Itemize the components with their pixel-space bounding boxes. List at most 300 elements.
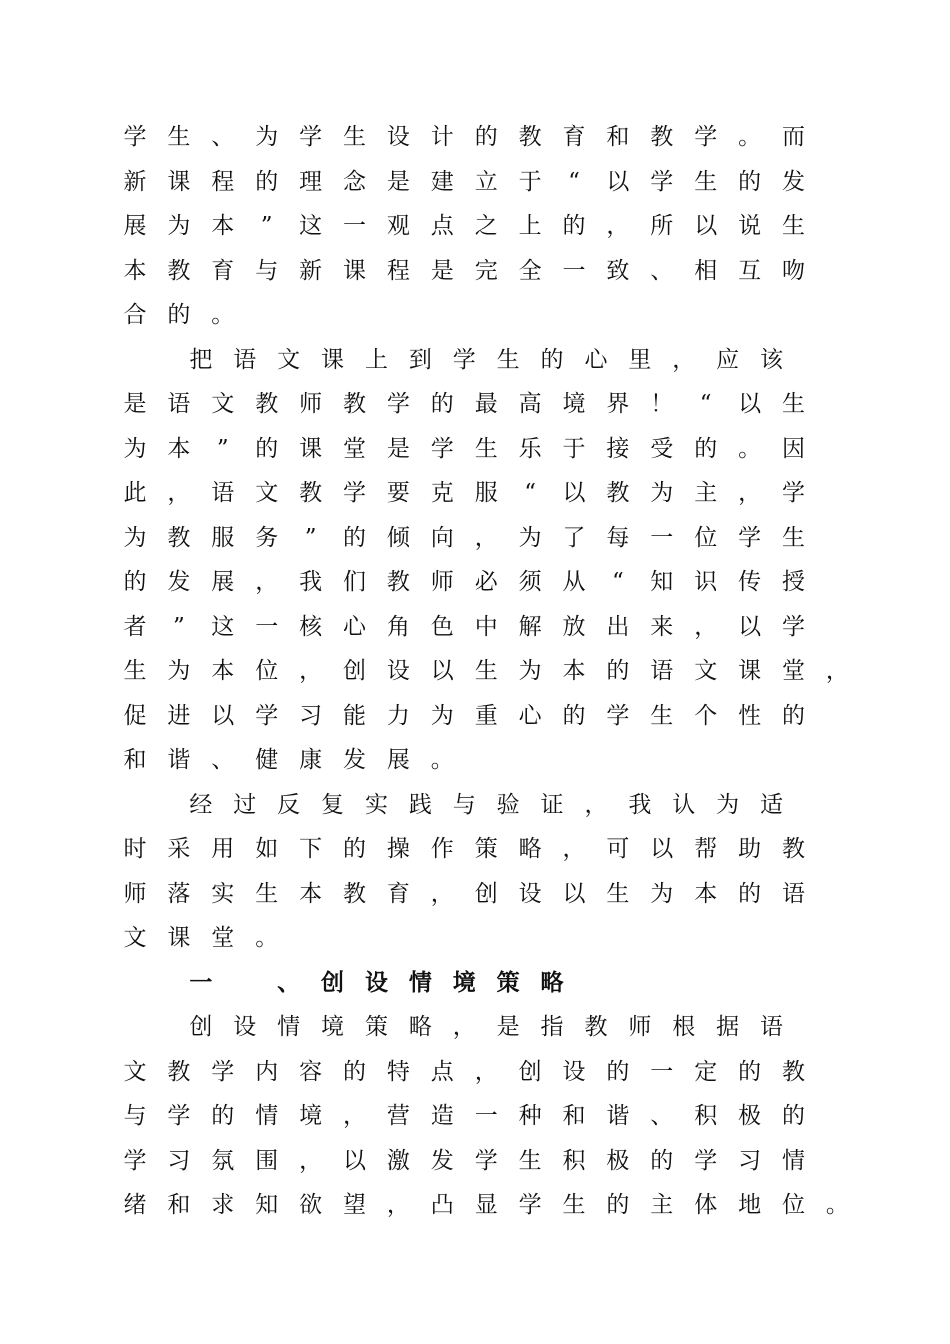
glyph: 生	[474, 658, 498, 684]
glyph: 师	[430, 569, 454, 595]
glyph: 以	[562, 480, 586, 506]
glyph: 上	[364, 346, 388, 373]
glyph: ，	[562, 836, 586, 862]
glyph: 为	[650, 880, 674, 907]
glyph: 情	[408, 968, 432, 996]
glyph: 计	[430, 124, 454, 150]
glyph: 生	[562, 1192, 586, 1218]
glyph: 而	[782, 124, 805, 150]
glyph: 语	[782, 880, 805, 907]
text-line	[0, 694, 950, 738]
glyph: 致	[606, 257, 630, 284]
glyph: 设	[364, 968, 388, 996]
glyph: 界	[606, 391, 630, 417]
glyph: 、	[650, 257, 674, 284]
glyph: 本	[211, 658, 235, 684]
glyph: 的	[650, 1147, 674, 1174]
glyph: 语	[650, 658, 674, 684]
glyph: 生	[343, 124, 366, 150]
glyph: “	[612, 569, 624, 595]
glyph: 展	[386, 747, 410, 773]
glyph: 极	[606, 1147, 630, 1174]
glyph: 为	[167, 658, 191, 684]
text-line	[0, 649, 950, 693]
glyph: 的	[606, 1058, 630, 1085]
glyph: 营	[386, 1103, 410, 1129]
glyph: 课	[167, 168, 191, 195]
glyph: 生	[650, 702, 674, 729]
glyph: 的	[167, 302, 191, 328]
glyph: 激	[386, 1147, 410, 1174]
glyph: 进	[167, 702, 191, 729]
glyph: 全	[518, 257, 542, 284]
glyph: 习	[167, 1147, 191, 1174]
glyph: 。	[738, 124, 762, 150]
glyph: 凸	[430, 1192, 454, 1218]
glyph: 认	[672, 791, 696, 818]
glyph: 以	[694, 213, 718, 239]
glyph: 学	[782, 613, 805, 640]
glyph: 的	[738, 168, 762, 195]
glyph: 指	[540, 1014, 564, 1040]
glyph: 教	[255, 391, 279, 417]
glyph: 教	[606, 480, 630, 506]
glyph: 创	[518, 1058, 542, 1085]
glyph: 反	[277, 791, 301, 818]
glyph: 。	[738, 435, 762, 462]
glyph: 情	[277, 1014, 301, 1040]
glyph: 学	[474, 1147, 498, 1174]
glyph: 学	[343, 480, 366, 506]
glyph: 为	[518, 524, 542, 551]
glyph: 本	[167, 435, 191, 462]
glyph: 的	[782, 702, 805, 729]
glyph: 我	[299, 569, 323, 595]
glyph: 设	[386, 124, 410, 150]
glyph: ，	[343, 1103, 366, 1129]
glyph: 发	[782, 168, 805, 195]
glyph: 欲	[299, 1192, 323, 1218]
glyph: 该	[760, 346, 784, 373]
glyph: 是	[386, 168, 410, 195]
glyph: 是	[430, 257, 454, 284]
glyph: 学	[650, 168, 674, 195]
glyph: 于	[518, 168, 542, 195]
glyph: 据	[716, 1014, 740, 1040]
glyph: 此	[123, 480, 147, 506]
glyph: 与	[452, 791, 476, 818]
glyph: 境	[321, 1014, 345, 1040]
glyph: 出	[606, 613, 630, 640]
glyph: 的	[343, 1058, 366, 1085]
glyph: 堂	[343, 435, 366, 462]
glyph: 教	[518, 124, 542, 150]
glyph: 点	[430, 1058, 454, 1085]
glyph: 中	[474, 613, 498, 640]
glyph: 生	[496, 346, 520, 373]
glyph: 文	[255, 480, 279, 506]
glyph: 放	[562, 613, 586, 640]
text-line	[0, 293, 950, 337]
glyph: 学	[738, 524, 762, 551]
glyph: 定	[694, 1058, 718, 1085]
glyph: 生	[255, 880, 279, 907]
text-line	[0, 115, 950, 159]
glyph: 这	[211, 613, 235, 640]
glyph: 的	[255, 168, 279, 195]
glyph: 健	[255, 747, 279, 773]
glyph: 程	[386, 257, 410, 284]
glyph: 地	[738, 1192, 762, 1218]
glyph: 教	[343, 880, 366, 907]
glyph: 是	[496, 1014, 520, 1040]
glyph: ，	[299, 1147, 323, 1174]
glyph: “	[568, 168, 580, 195]
glyph: 文	[694, 658, 718, 684]
glyph: 的	[782, 1103, 805, 1129]
glyph: 下	[299, 836, 323, 862]
glyph: ，	[738, 480, 762, 506]
glyph: 一	[474, 1103, 498, 1129]
glyph: 高	[518, 391, 542, 417]
glyph: 学	[694, 1147, 718, 1174]
glyph: ，	[474, 1058, 498, 1085]
glyph: 学	[386, 391, 410, 417]
glyph: 生	[782, 524, 805, 551]
glyph: 堂	[211, 925, 235, 951]
glyph: 与	[123, 1103, 147, 1129]
glyph: 显	[474, 1192, 498, 1218]
glyph: 积	[694, 1103, 718, 1129]
glyph: 内	[255, 1058, 279, 1085]
glyph: 和	[167, 1192, 191, 1218]
glyph: 的	[562, 213, 586, 239]
glyph: 文	[123, 925, 147, 951]
glyph: 习	[738, 1147, 762, 1174]
glyph: 吻	[782, 257, 805, 284]
glyph: ，	[430, 880, 454, 907]
glyph: 本	[123, 257, 147, 284]
glyph: 服	[211, 524, 235, 551]
glyph: 教	[650, 124, 674, 150]
glyph: 知	[255, 1192, 279, 1218]
glyph: 。	[825, 1192, 849, 1218]
glyph: 时	[123, 836, 147, 862]
glyph: 创	[321, 968, 345, 996]
glyph: 采	[167, 836, 191, 862]
glyph: 略	[408, 1014, 432, 1040]
glyph	[223, 961, 267, 1005]
glyph: 实	[364, 791, 388, 818]
glyph: 教	[386, 569, 410, 595]
glyph: ”	[173, 613, 185, 640]
glyph: 一	[650, 1058, 674, 1085]
glyph: 学	[782, 480, 805, 506]
glyph: 生	[167, 124, 191, 150]
glyph: 习	[299, 702, 323, 729]
glyph: 生	[782, 213, 805, 239]
glyph: 应	[716, 346, 740, 373]
glyph: 发	[430, 1147, 454, 1174]
glyph: 把	[189, 346, 213, 373]
glyph: 践	[408, 791, 432, 818]
glyph: 帮	[694, 836, 718, 862]
glyph: 谐	[167, 747, 191, 773]
glyph: 来	[650, 613, 674, 640]
glyph: 克	[430, 480, 454, 506]
text-line	[0, 516, 950, 560]
glyph: 经	[189, 791, 213, 818]
glyph: 境	[299, 1103, 323, 1129]
glyph: 育	[211, 257, 235, 284]
glyph: 受	[650, 435, 674, 462]
glyph: 学	[167, 1103, 191, 1129]
glyph: 。	[255, 925, 279, 951]
glyph: 围	[255, 1147, 279, 1174]
glyph: 学	[518, 1192, 542, 1218]
glyph: 从	[562, 569, 586, 595]
glyph: 学	[694, 124, 718, 150]
text-line	[0, 382, 950, 426]
glyph: 堂	[782, 658, 805, 684]
glyph: 根	[672, 1014, 696, 1040]
glyph: 课	[299, 435, 323, 462]
glyph: 要	[386, 480, 410, 506]
glyph: 位	[255, 658, 279, 684]
glyph: 的	[694, 435, 718, 462]
glyph: ，	[584, 791, 608, 818]
glyph: 展	[211, 569, 235, 595]
glyph: 语	[167, 391, 191, 417]
glyph: 完	[474, 257, 498, 284]
text-line	[0, 916, 950, 960]
glyph: 育	[386, 880, 410, 907]
glyph: 的	[123, 569, 147, 595]
glyph: 展	[123, 213, 147, 239]
text-line	[0, 1139, 950, 1183]
glyph: 位	[782, 1192, 805, 1218]
glyph: 乐	[518, 435, 542, 462]
glyph: 过	[233, 791, 257, 818]
text-line	[0, 1050, 950, 1094]
glyph: 的	[540, 346, 564, 373]
text-line	[0, 160, 950, 204]
glyph: 个	[694, 702, 718, 729]
glyph: 以	[343, 1147, 366, 1174]
glyph: 者	[123, 613, 147, 640]
glyph: 本	[562, 658, 586, 684]
glyph: 于	[562, 435, 586, 462]
glyph: 向	[430, 524, 454, 551]
glyph: 服	[474, 480, 498, 506]
glyph: 求	[211, 1192, 235, 1218]
glyph: 课	[343, 257, 366, 284]
glyph: 一	[562, 257, 586, 284]
glyph: 为	[167, 213, 191, 239]
glyph: 学	[255, 702, 279, 729]
glyph: 授	[782, 569, 805, 595]
glyph: 造	[430, 1103, 454, 1129]
glyph: 的	[211, 1103, 235, 1129]
glyph: 为	[518, 658, 542, 684]
glyph: 学	[123, 1147, 147, 1174]
glyph: 课	[321, 346, 345, 373]
glyph: 须	[518, 569, 542, 595]
glyph: 作	[430, 836, 454, 862]
glyph: 如	[255, 836, 279, 862]
glyph: 特	[386, 1058, 410, 1085]
glyph: 心	[343, 613, 366, 640]
glyph: 。	[211, 302, 235, 328]
glyph: 和	[123, 747, 147, 773]
glyph: ，	[474, 524, 498, 551]
glyph: 创	[189, 1014, 213, 1040]
glyph: 位	[694, 524, 718, 551]
glyph: 积	[562, 1147, 586, 1174]
glyph: 观	[386, 213, 410, 239]
glyph: 操	[386, 836, 410, 862]
glyph: 设	[233, 1014, 257, 1040]
glyph: 适	[760, 791, 784, 818]
glyph: 一	[189, 968, 213, 996]
glyph: 为	[716, 791, 740, 818]
glyph: ”	[304, 524, 317, 551]
glyph: 师	[299, 391, 323, 417]
glyph: 教	[167, 1058, 191, 1085]
glyph: 以	[606, 168, 630, 195]
glyph: 落	[167, 880, 191, 907]
glyph: 理	[299, 168, 323, 195]
glyph: 容	[299, 1058, 323, 1085]
glyph: “	[699, 391, 712, 417]
glyph: 色	[430, 613, 454, 640]
glyph: 教	[167, 524, 191, 551]
glyph: 的	[474, 124, 498, 150]
glyph: 教	[167, 257, 191, 284]
glyph: 情	[782, 1147, 805, 1174]
glyph: 学	[430, 435, 454, 462]
glyph: 最	[474, 391, 498, 417]
glyph: 和	[562, 1103, 586, 1129]
glyph: ，	[672, 346, 696, 373]
glyph: ！	[650, 391, 674, 417]
glyph: 的	[430, 391, 454, 417]
glyph: 极	[738, 1103, 762, 1129]
glyph: 复	[321, 791, 345, 818]
glyph: 助	[738, 836, 762, 862]
glyph: 教	[343, 391, 366, 417]
glyph: 为	[123, 524, 147, 551]
glyph: 以	[738, 613, 762, 640]
glyph: 生	[518, 1147, 542, 1174]
glyph: 课	[738, 658, 762, 684]
glyph: 氛	[211, 1147, 235, 1174]
text-line	[0, 1183, 950, 1227]
glyph: 相	[694, 257, 718, 284]
glyph: 之	[474, 213, 498, 239]
glyph: 的	[738, 880, 762, 907]
glyph: 的	[343, 836, 366, 862]
text-line	[0, 1094, 950, 1138]
glyph: 略	[540, 968, 564, 996]
text-line	[0, 738, 950, 782]
glyph: 师	[123, 880, 147, 907]
glyph: 策	[496, 968, 520, 996]
glyph: 情	[255, 1103, 279, 1129]
glyph: 是	[386, 435, 410, 462]
section-heading	[0, 961, 950, 1005]
glyph: 说	[738, 213, 762, 239]
glyph: ，	[694, 613, 718, 640]
glyph: 创	[343, 658, 366, 684]
glyph: 立	[474, 168, 498, 195]
text-line	[0, 872, 950, 916]
glyph: 心	[518, 702, 542, 729]
glyph: 用	[211, 836, 235, 862]
glyph: 促	[123, 702, 147, 729]
glyph: 。	[430, 747, 454, 773]
glyph: 程	[211, 168, 235, 195]
glyph: 学	[123, 124, 147, 150]
glyph: ，	[452, 1014, 476, 1040]
glyph: 谐	[606, 1103, 630, 1129]
text-line	[0, 605, 950, 649]
glyph: 互	[738, 257, 762, 284]
glyph: 一	[255, 613, 279, 640]
glyph: 体	[694, 1192, 718, 1218]
glyph: 验	[496, 791, 520, 818]
glyph: 的	[343, 524, 366, 551]
text-line	[0, 204, 950, 248]
glyph: 育	[562, 124, 586, 150]
glyph: 新	[123, 168, 147, 195]
text-line	[0, 338, 950, 382]
glyph: 设	[386, 658, 410, 684]
glyph: 为	[430, 702, 454, 729]
glyph: 绪	[123, 1192, 147, 1218]
glyph: 学	[606, 702, 630, 729]
glyph: 、	[650, 1103, 674, 1129]
glyph: 教	[782, 836, 805, 862]
glyph: 解	[518, 613, 542, 640]
glyph: 生	[123, 658, 147, 684]
glyph: 生	[694, 168, 718, 195]
glyph: 识	[694, 569, 718, 595]
glyph: 每	[606, 524, 630, 551]
glyph: 语	[211, 480, 235, 506]
glyph: 、	[277, 968, 301, 996]
glyph: 一	[650, 524, 674, 551]
glyph: 学	[299, 124, 323, 150]
glyph: 境	[562, 391, 586, 417]
glyph: ，	[255, 569, 279, 595]
glyph: ，	[825, 658, 849, 684]
glyph: 为	[123, 435, 147, 462]
glyph: 发	[343, 747, 366, 773]
glyph: 主	[650, 1192, 674, 1218]
glyph: 本	[299, 880, 323, 907]
glyph: 主	[694, 480, 718, 506]
glyph: 以	[211, 702, 235, 729]
glyph: 这	[299, 213, 323, 239]
glyph: 文	[211, 391, 235, 417]
glyph: 能	[343, 702, 366, 729]
glyph: 性	[738, 702, 762, 729]
glyph: 因	[782, 435, 805, 462]
glyph: 所	[650, 213, 674, 239]
text-line	[0, 560, 950, 604]
glyph: 教	[584, 1014, 608, 1040]
